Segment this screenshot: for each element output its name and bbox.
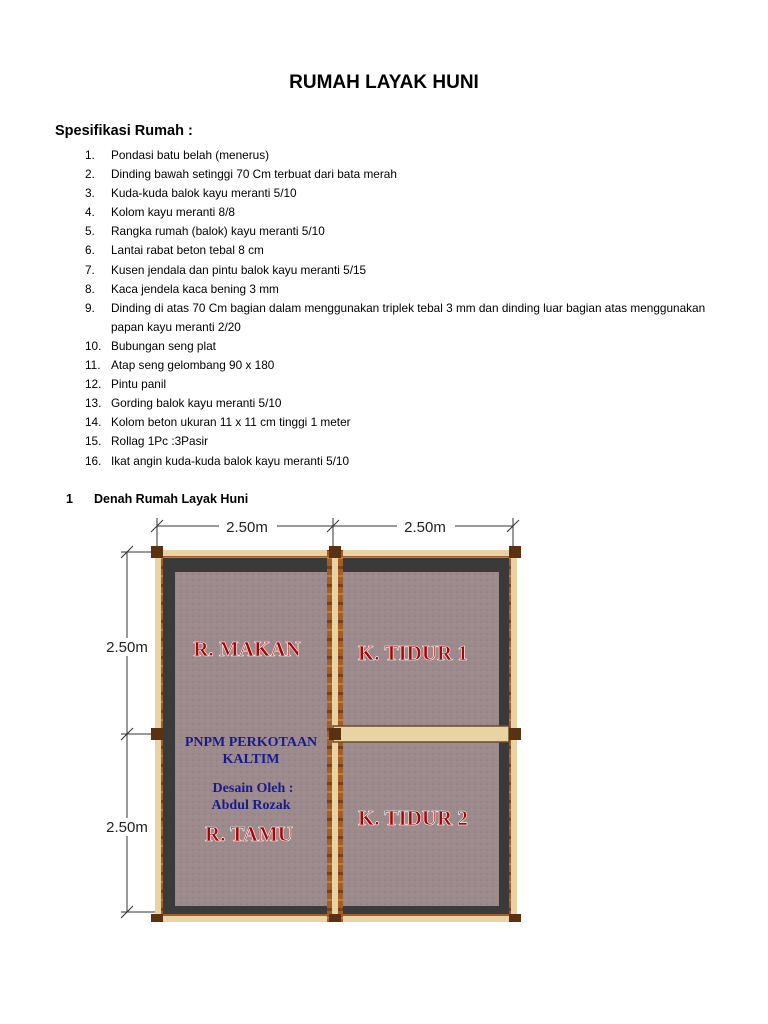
spec-number: 11.: [85, 358, 101, 373]
dim-left-upper: 2.50m: [106, 639, 148, 656]
floor-plan: [95, 512, 535, 922]
room-label-bed2: K. TIDUR 2: [358, 806, 468, 830]
credit-line1: PNPM PERKOTAAN: [184, 735, 318, 750]
room-label-dining: R. MAKAN: [193, 637, 301, 661]
spec-number: 16.: [85, 453, 102, 468]
room-label-living: R. TAMU: [205, 822, 293, 846]
room-label-bed1: K. TIDUR 1: [358, 641, 468, 665]
credit-line2: KALTIM: [222, 752, 280, 767]
spec-number: 14.: [85, 415, 102, 430]
spec-item: [85, 261, 725, 280]
spec-item: [85, 203, 725, 222]
spec-text: Ikat angin kuda-kuda balok kayu meranti 5/10: [111, 453, 350, 468]
spec-item: [85, 413, 725, 432]
spec-text: Lantai rabat beton tebal 8 cm: [111, 243, 264, 258]
spec-item: [85, 394, 725, 413]
spec-number: 9.: [85, 300, 95, 315]
spec-text: Kaca jendela kaca bening 3 mm: [111, 281, 279, 296]
dim-top-right: 2.50m: [404, 519, 446, 536]
spec-number: 2.: [85, 167, 95, 182]
spec-number: 13.: [85, 396, 102, 411]
spec-text: Kusen jendala dan pintu balok kayu meranti 5/15: [111, 262, 367, 277]
spec-text: Dinding bawah setinggi 70 Cm terbuat dari bata merah: [111, 167, 397, 182]
spec-item: [85, 356, 725, 375]
spec-text: Kolom kayu meranti 8/8: [111, 205, 235, 220]
section-title: Denah Rumah Layak Huni: [94, 492, 249, 506]
spec-item: [85, 241, 725, 260]
spec-item: [85, 280, 725, 299]
spec-number: 7.: [85, 262, 95, 277]
spec-text: Kolom beton ukuran 11 x 11 cm tinggi 1 meter: [111, 415, 351, 430]
page-title: RUMAH LAYAK HUNI: [289, 72, 479, 93]
spec-item: [85, 375, 725, 394]
section-heading: [66, 492, 248, 506]
spec-text: Rollag 1Pc :3Pasir: [111, 434, 209, 449]
spec-text: Rangka rumah (balok) kayu meranti 5/10: [111, 224, 325, 239]
spec-text: Dinding di atas 70 Cm bagian dalam menggunakan triplek tebal 3 mm dan dinding luar bagian atas menggunakan papan kayu meranti 2/20: [111, 300, 706, 334]
spec-item: [85, 452, 725, 471]
spec-number: 5.: [85, 224, 95, 239]
spec-item: [85, 165, 725, 184]
spec-number: 15.: [85, 434, 102, 449]
spec-item: [85, 337, 725, 356]
spec-number: 3.: [85, 186, 95, 201]
spec-number: 1.: [85, 148, 95, 162]
spec-heading: Spesifikasi Rumah :: [55, 123, 193, 139]
partition-horizontal: [333, 726, 509, 742]
spec-item: [85, 432, 725, 451]
spec-number: 6.: [85, 243, 95, 258]
spec-number: 12.: [85, 377, 102, 392]
spec-text: Pintu panil: [111, 377, 167, 392]
spec-item: [85, 146, 725, 165]
spec-item: [85, 299, 725, 337]
spec-number: 10.: [85, 338, 102, 353]
spec-text: Kuda-kuda balok kayu meranti 5/10: [111, 186, 297, 201]
spec-text: Gording balok kayu meranti 5/10: [111, 396, 282, 411]
spec-list: [85, 146, 725, 471]
spec-number: 4.: [85, 205, 95, 220]
section-number: 1: [66, 492, 73, 506]
spec-text: Bubungan seng plat: [111, 338, 216, 353]
spec-item: [85, 184, 725, 203]
spec-number: 8.: [85, 281, 95, 296]
spec-text: Atap seng gelombang 90 x 180: [111, 358, 275, 373]
credit-line4: Abdul Rozak: [211, 798, 291, 813]
spec-text: Pondasi batu belah (menerus): [111, 148, 270, 162]
dim-top-left: 2.50m: [226, 519, 268, 536]
credit-line3: Desain Oleh :: [212, 781, 294, 796]
dim-left-lower: 2.50m: [106, 819, 148, 836]
spec-item: [85, 222, 725, 241]
